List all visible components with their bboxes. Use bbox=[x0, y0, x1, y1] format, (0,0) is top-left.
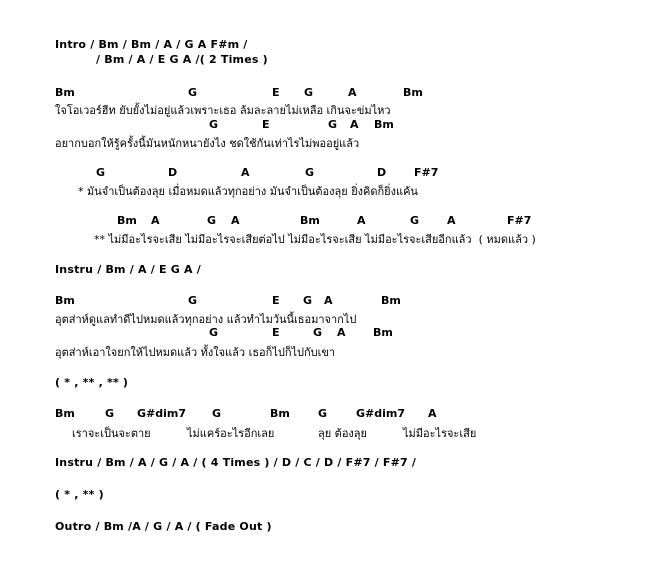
chord-label: G bbox=[209, 326, 219, 339]
intro-line-1: Intro / Bm / Bm / A / G A F#m / bbox=[55, 38, 248, 51]
repeat-marker-1: ( * , ** , ** ) bbox=[55, 376, 129, 389]
chord-label: A bbox=[231, 214, 240, 227]
chord-label: G bbox=[188, 294, 198, 307]
lyric-fragment: ลุย ต้องลุย bbox=[318, 427, 367, 440]
repeat-marker-2: ( * , ** ) bbox=[55, 488, 104, 501]
instru-line-1: Instru / Bm / A / E G A / bbox=[55, 263, 201, 276]
chord-label: G bbox=[328, 118, 338, 131]
chord-label: A bbox=[348, 86, 357, 99]
chord-label: A bbox=[428, 407, 437, 420]
lyric-fragment: ไม่มีอะไรจะเสีย bbox=[403, 427, 477, 440]
chord-label: Bm bbox=[403, 86, 423, 99]
chord-label: G#dim7 bbox=[356, 407, 406, 420]
chord-label: A bbox=[324, 294, 333, 307]
chord-label: Bm bbox=[373, 326, 393, 339]
verse2-lyric-1: อุตส่าห์ดูแลทำดีไปหมดแล้วทุกอย่าง แล้วทำไมวันนี้เธอมาจากไป bbox=[55, 313, 357, 326]
chord-label: E bbox=[272, 86, 280, 99]
chord-label: D bbox=[377, 166, 387, 179]
lyric-fragment: เราจะเป็นจะตาย bbox=[72, 427, 151, 440]
chord-label: G bbox=[313, 326, 323, 339]
intro-line-2: / Bm / A / E G A /( 2 Times ) bbox=[96, 53, 268, 66]
chord-label: G bbox=[305, 166, 315, 179]
chord-label: Bm bbox=[55, 294, 75, 307]
verse1-lyric-2: อยากบอกให้รู้ครั้งนี้มันหนักหนายังไง ชดใช้กันเท่าไรไม่พออยู่แล้ว bbox=[55, 137, 360, 150]
chord-label: A bbox=[357, 214, 366, 227]
verse2-lyric-2: อุตส่าห์เอาใจยกให้ไปหมดแล้ว ทั้งใจแล้ว เธอก็ไปก็ไปกับเขา bbox=[55, 346, 336, 359]
chord-label: F#7 bbox=[507, 214, 532, 227]
chord-label: Bm bbox=[374, 118, 394, 131]
chord-label: A bbox=[151, 214, 160, 227]
chorus1-lyric: * มันจำเป็นต้องลุย เมื่อหมดแล้วทุกอย่าง มันจำเป็นต้องลุย ยิ่งคิดก็ยิ่งแค้น bbox=[78, 185, 418, 198]
chord-label: D bbox=[168, 166, 178, 179]
chorus2-lyric: ** ไม่มีอะไรจะเสีย ไม่มีอะไรจะเสียต่อไป ไม่มีอะไรจะเสีย ไม่มีอะไรจะเสียอีกแล้ว ( หมดแล้ว ) bbox=[94, 233, 536, 246]
chord-label: G bbox=[188, 86, 198, 99]
chord-label: Bm bbox=[270, 407, 290, 420]
chord-label: Bm bbox=[117, 214, 137, 227]
lyric-fragment: ไม่แคร์อะไรอีกเลย bbox=[187, 427, 275, 440]
chord-label: G bbox=[303, 294, 313, 307]
chord-label: G bbox=[304, 86, 314, 99]
chord-label: E bbox=[272, 294, 280, 307]
chord-label: G bbox=[318, 407, 328, 420]
chord-label: A bbox=[350, 118, 359, 131]
chord-label: G bbox=[96, 166, 106, 179]
chord-label: A bbox=[337, 326, 346, 339]
chord-label: Bm bbox=[55, 86, 75, 99]
chord-label: F#7 bbox=[414, 166, 439, 179]
chord-label: E bbox=[262, 118, 270, 131]
instru-line-2: Instru / Bm / A / G / A / ( 4 Times ) / D / C / D / F#7 / F#7 / bbox=[55, 456, 417, 469]
chord-label: G bbox=[410, 214, 420, 227]
chord-label: G bbox=[105, 407, 115, 420]
chord-label: A bbox=[447, 214, 456, 227]
chord-label: Bm bbox=[300, 214, 320, 227]
outro-line: Outro / Bm /A / G / A / ( Fade Out ) bbox=[55, 520, 272, 533]
chord-label: G bbox=[209, 118, 219, 131]
chord-label: G#dim7 bbox=[137, 407, 187, 420]
verse1-lyric-1: ใจโอเวอร์ฮีท ยับยั้งไม่อยู่แล้วเพราะเธอ ล้มละลายไม่เหลือ เกินจะข่มไหว bbox=[55, 104, 391, 117]
chord-label: E bbox=[272, 326, 280, 339]
chord-label: Bm bbox=[381, 294, 401, 307]
chord-label: G bbox=[212, 407, 222, 420]
chord-label: Bm bbox=[55, 407, 75, 420]
chord-label: G bbox=[207, 214, 217, 227]
chord-label: A bbox=[241, 166, 250, 179]
